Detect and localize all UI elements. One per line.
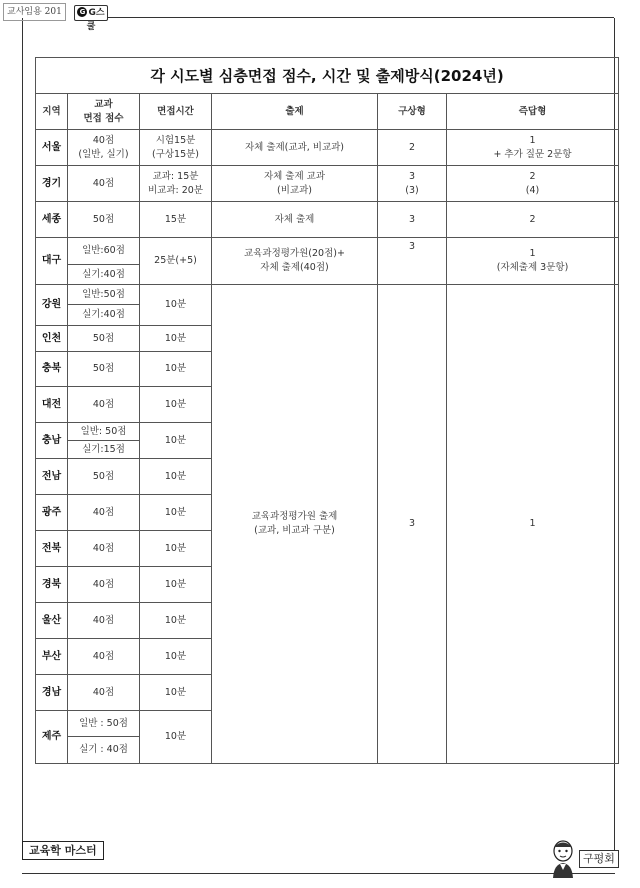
- col-header-region: 지역: [36, 94, 68, 130]
- region-cell: 서울: [36, 130, 68, 166]
- score-cell: [68, 130, 140, 166]
- source-line: 자체 출제(40점): [260, 262, 329, 273]
- table-row: [36, 130, 619, 166]
- table-row: [36, 202, 619, 238]
- score-cell: 50점: [68, 326, 140, 352]
- region-cell: 대전: [36, 387, 68, 423]
- region-cell: 대구: [36, 238, 68, 285]
- col-header-score: [68, 94, 140, 130]
- source-cell: 자체 출제: [212, 202, 378, 238]
- region-cell: 경기: [36, 166, 68, 202]
- concept-cell: 3: [378, 202, 447, 238]
- instant-line: 2: [529, 170, 536, 182]
- time-cell: 10분: [140, 639, 212, 675]
- source-line: 교육과정평가원 출제: [251, 511, 338, 522]
- score-cell: 40점: [68, 166, 140, 202]
- time-cell: 10분: [140, 285, 212, 326]
- source-cell: [212, 166, 378, 202]
- time-cell: 10분: [140, 352, 212, 387]
- score-cell: 실기:15점: [68, 441, 140, 459]
- source-line: 교육과정평가원(20점)+: [244, 248, 345, 259]
- col-header-score-line2: 면접 점수: [83, 112, 124, 124]
- region-cell: 전남: [36, 459, 68, 495]
- score-cell: 50점: [68, 459, 140, 495]
- time-cell: [140, 166, 212, 202]
- source-cell: [212, 238, 378, 285]
- time-cell: 25분(+5): [140, 238, 212, 285]
- shared-instant-cell: 1: [447, 285, 619, 764]
- signature: 구평회: [579, 850, 619, 868]
- concept-line: 3: [408, 170, 416, 182]
- left-margin-rule: [22, 18, 23, 856]
- region-cell: 강원: [36, 285, 68, 326]
- logo-text: G스쿨: [86, 8, 105, 32]
- score-line: 40점: [92, 134, 115, 146]
- source-cell: 자체 출제(교과, 비교과): [212, 130, 378, 166]
- time-line: 교과: 15분: [152, 170, 199, 182]
- shared-concept-cell: 3: [378, 285, 447, 764]
- score-cell: 40점: [68, 675, 140, 711]
- col-header-time: 면접시간: [140, 94, 212, 130]
- table-row: [36, 166, 619, 202]
- author-caricature-icon: [549, 838, 577, 878]
- col-header-source: 출제: [212, 94, 378, 130]
- score-cell: 실기:40점: [68, 265, 140, 285]
- score-cell: 40점: [68, 639, 140, 675]
- region-cell: 광주: [36, 495, 68, 531]
- header-rule: [108, 17, 614, 18]
- region-cell: 인천: [36, 326, 68, 352]
- score-cell: 50점: [68, 352, 140, 387]
- score-cell: 40점: [68, 531, 140, 567]
- footer-label: 교육학 마스터: [22, 841, 104, 860]
- region-cell: 충남: [36, 423, 68, 459]
- time-cell: 10분: [140, 326, 212, 352]
- score-line: (일반, 실기): [78, 148, 129, 160]
- time-cell: 10분: [140, 711, 212, 764]
- score-cell: 40점: [68, 603, 140, 639]
- concept-cell: 2: [378, 130, 447, 166]
- gschool-logo: [74, 5, 108, 32]
- interview-table: [35, 57, 619, 764]
- time-cell: 10분: [140, 387, 212, 423]
- score-cell: 40점: [68, 387, 140, 423]
- time-cell: 10분: [140, 567, 212, 603]
- score-cell: 40점: [68, 567, 140, 603]
- region-cell: 부산: [36, 639, 68, 675]
- time-cell: 10분: [140, 675, 212, 711]
- instant-line: + 추가 질문 2문항: [493, 148, 572, 160]
- instant-line: (자체출제 3문항): [496, 262, 569, 273]
- score-cell: 일반 : 50점: [68, 711, 140, 737]
- instant-line: (4): [525, 184, 540, 196]
- instant-cell: [447, 166, 619, 202]
- time-cell: 15분: [140, 202, 212, 238]
- footer-rule: [22, 873, 615, 874]
- table-row: [36, 285, 619, 305]
- score-cell: 실기:40점: [68, 305, 140, 326]
- time-line: (구상15분): [151, 148, 200, 160]
- table-row: [36, 238, 619, 265]
- score-cell: 40점: [68, 495, 140, 531]
- region-cell: 경남: [36, 675, 68, 711]
- col-header-score-line1: 교과: [94, 98, 113, 110]
- source-line: (비교과): [277, 184, 312, 196]
- time-cell: [140, 130, 212, 166]
- concept-cell: [378, 166, 447, 202]
- score-cell: 일반:50점: [68, 285, 140, 305]
- col-header-concept: 구상형: [378, 94, 447, 130]
- time-cell: 10분: [140, 423, 212, 459]
- region-cell: 충북: [36, 352, 68, 387]
- concept-line: (3): [405, 184, 419, 196]
- region-cell: 세종: [36, 202, 68, 238]
- time-cell: 10분: [140, 495, 212, 531]
- header-row: [36, 94, 619, 130]
- time-cell: 10분: [140, 603, 212, 639]
- source-line: (교과, 비교과 구분): [254, 525, 335, 536]
- header-tag: 교사임용 201: [3, 3, 66, 21]
- region-cell: 경북: [36, 567, 68, 603]
- instant-cell: [447, 130, 619, 166]
- time-cell: 10분: [140, 459, 212, 495]
- instant-line: 1: [529, 248, 536, 259]
- col-header-instant: 즉답형: [447, 94, 619, 130]
- logo-mark-icon: G: [77, 7, 87, 17]
- instant-line: 1: [529, 134, 536, 146]
- region-cell: 전북: [36, 531, 68, 567]
- region-cell: 제주: [36, 711, 68, 764]
- source-line: 자체 출제 교과: [263, 170, 326, 182]
- score-cell: 실기 : 40점: [68, 737, 140, 764]
- time-line: 시험15분: [155, 134, 196, 146]
- concept-cell: 3: [378, 238, 447, 285]
- time-cell: 10분: [140, 531, 212, 567]
- score-cell: 일반: 50점: [68, 423, 140, 441]
- region-cell: 울산: [36, 603, 68, 639]
- table-title: 각 시도별 심층면접 점수, 시간 및 출제방식(2024년): [36, 58, 619, 94]
- instant-cell: 2: [447, 202, 619, 238]
- instant-cell: [447, 238, 619, 285]
- score-cell: 일반:60점: [68, 238, 140, 265]
- shared-source-cell: [212, 285, 378, 764]
- time-line: 비교과: 20분: [147, 184, 204, 196]
- score-cell: 50점: [68, 202, 140, 238]
